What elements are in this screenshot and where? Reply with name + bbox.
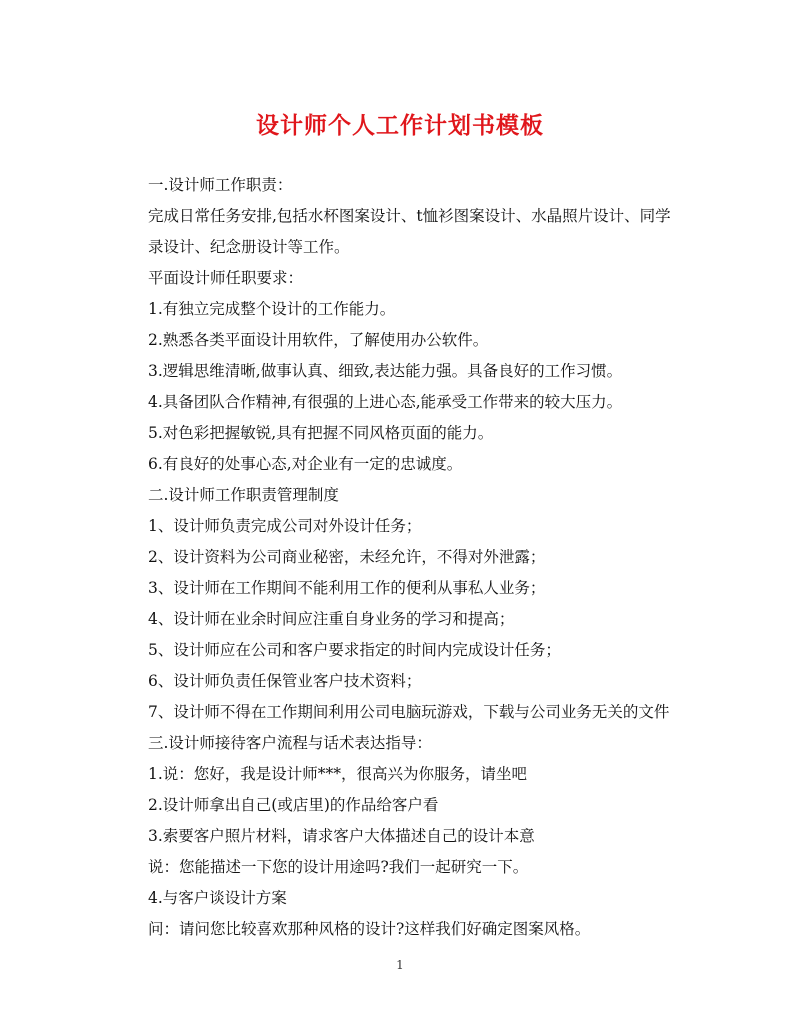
list-item: 4、设计师在业余时间应注重自身业务的学习和提高；: [148, 610, 515, 628]
list-item: 2.设计师拿出自己(或店里)的作品给客户看: [148, 796, 439, 814]
list-item: 1.说：您好，我是设计师***，很高兴为你服务，请坐吧: [148, 765, 528, 783]
document-title: 设计师个人工作计划书模板: [256, 112, 544, 139]
paragraph: 说：您能描述一下您的设计用途吗?我们一起研究一下。: [148, 858, 529, 876]
list-item: 4.具备团队合作精神,有很强的上进心态,能承受工作带来的较大压力。: [148, 393, 623, 411]
section-heading: 一.设计师工作职责：: [148, 176, 293, 194]
list-item: 1、设计师负责完成公司对外设计任务；: [148, 517, 422, 535]
paragraph: 完成日常任务安排,包括水杯图案设计、t恤衫图案设计、水晶照片设计、同学录设计、纪念册设计等工作。: [148, 207, 671, 256]
list-item: 1.有独立完成整个设计的工作能力。: [148, 300, 396, 318]
list-item: 5.对色彩把握敏锐,具有把握不同风格页面的能力。: [148, 424, 494, 442]
list-item: 3.索要客户照片材料，请求客户大体描述自己的设计本意: [148, 827, 535, 845]
list-item: 6.有良好的处事心态,对企业有一定的忠诚度。: [148, 455, 463, 473]
subheading: 平面设计师任职要求：: [148, 269, 304, 287]
list-item: 4.与客户谈设计方案: [148, 889, 287, 907]
list-item: 3、设计师在工作期间不能利用工作的便利从事私人业务；: [148, 579, 546, 597]
paragraph: 问：请问您比较喜欢那种风格的设计?这样我们好确定图案风格。: [148, 920, 591, 938]
list-item: 5、设计师应在公司和客户要求指定的时间内完成设计任务；: [148, 641, 561, 659]
list-item: 2.熟悉各类平面设计用软件，了解使用办公软件。: [148, 331, 489, 349]
section-heading: 三.设计师接待客户流程与话术表达指导：: [148, 734, 432, 752]
section-heading: 二.设计师工作职责管理制度: [148, 486, 339, 504]
list-item: 3.逻辑思维清晰,做事认真、细致,表达能力强。具备良好的工作习惯。: [148, 362, 623, 380]
list-item: 2、设计资料为公司商业秘密，未经允许，不得对外泄露；: [148, 548, 546, 566]
page-number: 1: [396, 958, 404, 972]
document-body: [116, 170, 681, 945]
list-item: 6、设计师负责任保管业客户技术资料；: [148, 672, 422, 690]
list-item: 7、设计师不得在工作期间利用公司电脑玩游戏，下载与公司业务无关的文件: [148, 703, 670, 721]
